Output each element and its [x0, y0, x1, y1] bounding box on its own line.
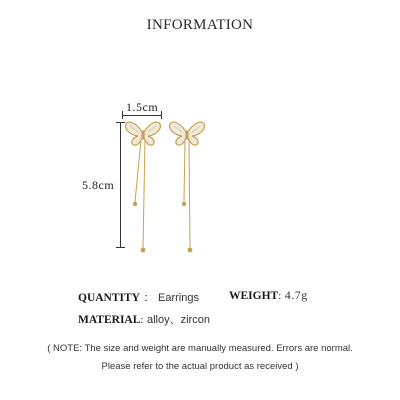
- material-value: alloy、zircon: [146, 314, 210, 326]
- note-line-1: ( NOTE: The size and weight are manually measured. Errors are normal.: [47, 343, 353, 354]
- material-spec: [78, 311, 210, 327]
- width-dimension-label: 1.5cm: [126, 100, 159, 114]
- note-line-2: Please refer to the actual product as received ): [101, 361, 299, 372]
- height-dimension-label: 5.8cm: [82, 178, 115, 192]
- material-label: MATERIAL: [78, 314, 141, 326]
- page-title: INFORMATION: [146, 17, 254, 33]
- width-dimension-line: [122, 115, 162, 116]
- weight-label: WEIGHT: [229, 290, 279, 302]
- butterfly-wing-icon: [170, 122, 205, 145]
- weight-separator: :: [278, 290, 282, 302]
- weight-spec: [229, 288, 308, 303]
- butterfly-earring-left-image: [124, 118, 162, 258]
- quantity-label: QUANTITY: [78, 292, 140, 304]
- butterfly-earring-right-image: [168, 118, 206, 258]
- weight-value: 4.7g: [284, 288, 308, 302]
- quantity-spec: [78, 289, 199, 305]
- butterfly-wing-icon: [126, 122, 161, 145]
- quantity-value: Earrings: [157, 292, 199, 304]
- quantity-separator: ：: [143, 292, 155, 304]
- material-separator: :: [140, 314, 144, 326]
- width-dimension-cap-left: [122, 111, 123, 119]
- height-dimension-line: [120, 122, 121, 248]
